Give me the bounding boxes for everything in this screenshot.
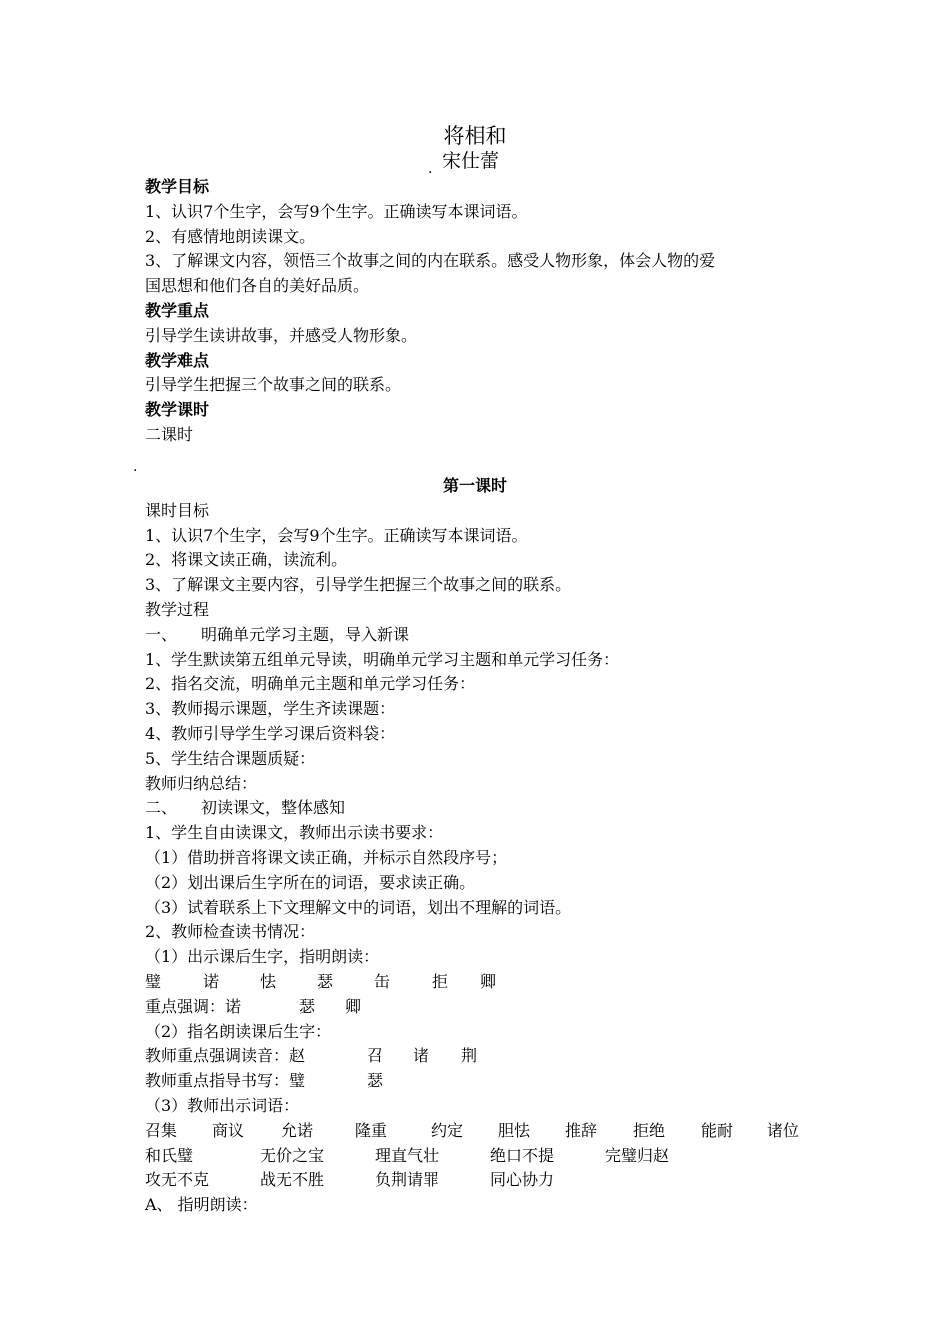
last-line: A、 指明朗读：	[145, 1195, 258, 1215]
overview-section	[145, 175, 825, 448]
emphasis-char: 卿	[345, 996, 362, 1016]
lesson-line: 5、学生结合课题质疑：	[145, 748, 316, 768]
lesson-line: 3、教师揭示课题，学生齐读课题：	[145, 699, 396, 719]
char-item: 卿	[480, 971, 497, 991]
goal-line-3: 3、了解课文内容，领悟三个故事之间的内在联系。感受人物形象，体会人物的爱	[145, 251, 716, 271]
emphasis-label: 重点强调：诺	[145, 996, 242, 1016]
class-hours-text: 二课时	[145, 424, 194, 444]
heading-teaching-goals: 教学目标	[145, 177, 210, 196]
word-item: 负荆请罪	[375, 1170, 440, 1190]
char-item: 璧	[145, 971, 162, 991]
word-item: 绝口不提	[490, 1145, 555, 1165]
word-item: 推辞	[565, 1120, 598, 1140]
pronunciation-char: 荆	[461, 1046, 478, 1066]
pronunciation-char: 召	[367, 1046, 384, 1066]
lesson-line: 3、了解课文主要内容，引导学生把握三个故事之间的联系。	[145, 575, 572, 595]
heading-class-hours: 教学课时	[145, 400, 210, 420]
key-points-text: 引导学生读讲故事，并感受人物形象。	[145, 325, 418, 345]
writing-label: 教师重点指导书写：璧	[145, 1071, 306, 1091]
word-item: 约定	[431, 1120, 464, 1140]
difficulties-text: 引导学生把握三个故事之间的联系。	[145, 375, 402, 395]
lesson-line: 2、将课文读正确，读流利。	[145, 550, 348, 570]
lesson-line: 1、认识7个生字，会写9个生字。正确读写本课词语。	[145, 525, 528, 545]
decorative-dot-2: .	[133, 459, 138, 475]
char-item: 拒	[432, 971, 449, 991]
lesson-line: 课时目标	[145, 500, 210, 520]
word-item: 攻无不克	[145, 1170, 210, 1190]
document-title: 将相和	[443, 124, 507, 148]
writing-row	[145, 1069, 825, 1094]
lesson-line: （1）借助拼音将课文读正确，并标示自然段序号；	[145, 847, 508, 867]
lesson-line: （3）试着联系上下文理解文中的词语，划出不理解的词语。	[145, 897, 572, 917]
word-item: 无价之宝	[260, 1145, 325, 1165]
words-row-3	[145, 1168, 825, 1193]
words-row-1	[145, 1119, 825, 1144]
lesson-line: 4、教师引导学生学习课后资料袋：	[145, 723, 396, 743]
char-item: 诺	[203, 971, 220, 991]
word-item: 和氏璧	[145, 1145, 194, 1165]
emphasis-char: 瑟	[299, 996, 316, 1016]
lesson-one-section	[145, 474, 825, 1218]
emphasis-row	[145, 995, 825, 1020]
word-item: 拒绝	[633, 1120, 666, 1140]
lesson-line: 教学过程	[145, 599, 210, 619]
word-item: 战无不胜	[260, 1170, 325, 1190]
read-line: （2）指名朗读课后生字：	[145, 1021, 332, 1041]
lesson-line: 2、指名交流，明确单元主题和单元学习任务：	[145, 674, 476, 694]
lesson-line: 1、学生自由读课文，教师出示读书要求：	[145, 823, 444, 843]
word-item: 商议	[212, 1120, 245, 1140]
lesson-line: 一、 明确单元学习主题，导入新课	[145, 624, 410, 644]
char-row	[145, 970, 825, 995]
char-item: 怯	[260, 971, 277, 991]
lesson-line: （1）出示课后生字，指明朗读：	[145, 947, 380, 967]
goal-line-4: 国思想和他们各自的美好品质。	[145, 276, 370, 296]
goal-line-2: 2、有感情地朗读课文。	[145, 226, 316, 246]
word-item: 同心协力	[490, 1170, 555, 1190]
lesson-line: 2、教师检查读书情况：	[145, 922, 316, 942]
char-item: 瑟	[317, 971, 334, 991]
word-item: 诸位	[767, 1120, 800, 1140]
decorative-dot: .	[428, 161, 433, 177]
word-item: 隆重	[355, 1120, 388, 1140]
word-item: 完璧归赵	[605, 1145, 670, 1165]
word-item: 能耐	[701, 1120, 734, 1140]
words-row-2	[145, 1144, 825, 1169]
char-item: 缶	[374, 971, 391, 991]
pronunciation-row	[145, 1044, 825, 1069]
pronunciation-label: 教师重点强调读音：赵	[145, 1046, 306, 1066]
heading-difficulties: 教学难点	[145, 350, 210, 370]
words-line: （3）教师出示词语：	[145, 1095, 300, 1115]
lesson-line: 1、学生默读第五组单元导读，明确单元学习主题和单元学习任务：	[145, 649, 620, 669]
heading-key-points: 教学重点	[145, 300, 210, 320]
goal-line-1: 1、认识7个生字，会写9个生字。正确读写本课词语。	[145, 201, 528, 221]
word-item: 理直气壮	[375, 1145, 440, 1165]
lesson-line: 教师归纳总结：	[145, 773, 258, 793]
lesson-one-lines	[145, 499, 825, 970]
word-item: 胆怯	[498, 1120, 531, 1140]
document-author: 宋仕蕾	[442, 150, 500, 172]
writing-char: 瑟	[367, 1071, 384, 1091]
pronunciation-char: 诸	[413, 1046, 430, 1066]
word-item: 允诺	[281, 1120, 314, 1140]
word-item: 召集	[145, 1120, 178, 1140]
lesson-line: （2）划出课后生字所在的词语，要求读正确。	[145, 872, 476, 892]
lesson-one-heading: 第一课时	[442, 476, 507, 495]
lesson-line: 二、 初读课文，整体感知	[145, 798, 346, 818]
